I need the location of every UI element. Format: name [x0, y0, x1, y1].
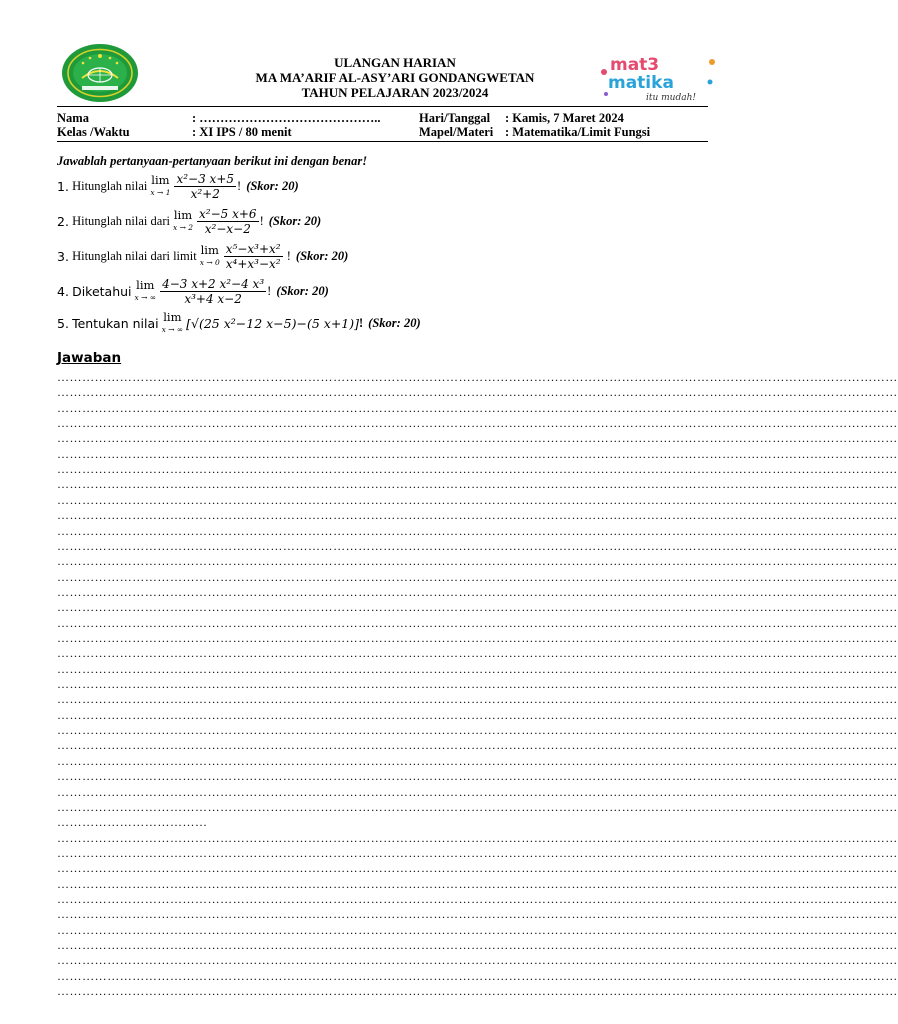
- kelas-label: Kelas /Waktu: [57, 125, 130, 139]
- numerator: x²−5 x+6: [199, 206, 257, 221]
- answer-line[interactable]: …………………………………………………………………………………………………………………………………………………………………………………: [57, 968, 898, 983]
- limit-operator: lim x → 2: [172, 207, 194, 232]
- score: (Skor: 20): [295, 248, 349, 263]
- score: (Skor: 20): [368, 315, 421, 330]
- answer-line[interactable]: …………………………………………………………………………………………………………………………………………………………………………………: [57, 769, 898, 784]
- numerator: x²−3 x+5: [176, 171, 235, 186]
- question-number: 2.: [57, 213, 69, 229]
- question-number: 4.: [57, 283, 69, 299]
- instruction: Jawablah pertanyaan-pertanyaan berikut ini dengan benar!: [57, 154, 368, 168]
- answer-line[interactable]: …………………………………………………………………………………………………………………………………………………………………………………: [57, 584, 898, 599]
- answer-line[interactable]: …………………………………………………………………………………………………………………………………………………………………………………: [57, 431, 898, 446]
- answer-line[interactable]: …………………………………………………………………………………………………………………………………………………………………………………: [57, 446, 898, 461]
- nama-value: : ……………………………………..: [192, 111, 381, 125]
- answer-line[interactable]: …………………………………………………………………………………………………………………………………………………………………………………: [57, 707, 898, 722]
- score: (Skor: 20): [246, 178, 299, 193]
- answer-line[interactable]: …………………………………………………………………………………………………………………………………………………………………………………: [57, 462, 898, 477]
- answer-line[interactable]: …………………………………………………………………………………………………………………………………………………………………………………: [57, 876, 898, 891]
- question-5: 5. Tentukan nilai lim x → ∞ [√(25 x²−12 x−5)−(5 x+1)] ! (Skor: 20): [57, 309, 421, 334]
- answer-line[interactable]: …………………………………………………………………………………………………………………………………………………………………………………: [57, 953, 898, 968]
- score: (Skor: 20): [276, 283, 329, 298]
- limit-expression: [√(25 x²−12 x−5)−(5 x+1)]: [186, 315, 359, 331]
- answer-line[interactable]: …………………………………………………………………………………………………………………………………………………………………………………: [57, 477, 898, 492]
- limit-operator: lim x → 1: [150, 172, 171, 197]
- fraction: [174, 172, 236, 201]
- answer-title: Jawaban: [57, 350, 122, 366]
- answer-line[interactable]: …………………………………………………………………………………………………………………………………………………………………………………: [57, 569, 898, 584]
- answer-line[interactable]: …………………………………………………………………………………………………………………………………………………………………………………: [57, 723, 898, 737]
- answer-line[interactable]: …………………………………………………………………………………………………………………………………………………………………………………: [57, 661, 898, 676]
- question-text: Hitunglah nilai dari: [72, 213, 170, 228]
- answer-line[interactable]: …………………………………………………………………………………………………………………………………………………………………………………: [57, 937, 898, 952]
- info-divider: [57, 141, 708, 142]
- denominator: x²−x−2: [204, 221, 251, 236]
- hari-value: : Kamis, 7 Maret 2024: [505, 111, 624, 125]
- fraction: [197, 207, 259, 236]
- hari-label: Hari/Tanggal: [419, 111, 491, 125]
- numerator: x⁵−x³+x²: [225, 241, 281, 256]
- answer-line[interactable]: …………………………………………………………………………………………………………………………………………………………………………………: [57, 861, 898, 876]
- answer-line[interactable]: …………………………………………………………………………………………………………………………………………………………………………………: [57, 508, 898, 523]
- answer-line[interactable]: …………………………………………………………………………………………………………………………………………………………………………………: [57, 385, 898, 400]
- kelas-value: : XI IPS / 80 menit: [192, 125, 292, 139]
- question-text: Tentukan nilai: [72, 315, 159, 331]
- answer-line[interactable]: …………………………………………………………………………………………………………………………………………………………………………………: [57, 538, 898, 553]
- answer-line[interactable]: …………………………………………………………………………………………………………………………………………………………………………………: [57, 400, 898, 415]
- answer-line[interactable]: …………………………………………………………………………………………………………………………………………………………………………………: [57, 646, 898, 661]
- answer-line[interactable]: …………………………………………………………………………………………………………………………………………………………………………………: [57, 922, 898, 937]
- brand-tagline: itu mudah!: [646, 93, 697, 103]
- answer-line[interactable]: …………………………………………………………………………………………………………………………………………………………………………………: [57, 416, 898, 431]
- answer-line[interactable]: …………………………………………………………………………………………………………………………………………………………………………………: [57, 631, 898, 645]
- answer-line[interactable]: …………………………………………………………………………………………………………………………………………………………………………………: [57, 799, 898, 814]
- answer-line[interactable]: …………………………………………………………………………………………………………………………………………………………………………………: [57, 554, 898, 569]
- denominator: x⁴+x³−x²: [225, 256, 281, 271]
- answer-line[interactable]: …………………………………………………………………………………………………………………………………………………………………………………: [57, 830, 898, 845]
- limit-operator: lim x → 0: [199, 242, 220, 267]
- school-name: MA MA’ARIF AL-ASY’ARI GONDANGWETAN: [255, 70, 535, 85]
- question-4: 4. Diketahui lim x → ∞ $\frac{\text{4−3 x+2 x²−4 x³}}{\text{x³+4 x−2}}$ ! (Skor: 20): [57, 276, 329, 306]
- answer-line[interactable]: …………………………………………………………………………………………………………………………………………………………………………………: [57, 845, 898, 860]
- exam-title: ULANGAN HARIAN: [334, 55, 456, 70]
- score: (Skor: 20): [268, 213, 322, 228]
- question-number: 5.: [57, 315, 69, 331]
- answer-line[interactable]: …………………………………………………………………………………………………………………………………………………………………………………: [57, 784, 898, 799]
- answer-line[interactable]: …………………………………………………………………………………………………………………………………………………………………………………: [57, 492, 898, 507]
- limit-operator: lim x → ∞: [161, 309, 184, 334]
- nama-label: Nama: [57, 111, 89, 125]
- school-logo: [60, 42, 140, 104]
- brand-line2: matika: [608, 73, 674, 93]
- answer-line[interactable]: …………………………………………………………………………………………………………………………………………………………………………………: [57, 370, 898, 384]
- answer-line[interactable]: …………………………………………………………………………………………………………………………………………………………………………………: [57, 600, 898, 615]
- question-number: 3.: [57, 248, 69, 264]
- answer-line[interactable]: …………………………………………………………………………………………………………………………………………………………………………………: [57, 615, 898, 630]
- matematika-logo: [598, 48, 718, 104]
- header-divider: [57, 106, 708, 107]
- answer-line[interactable]: …………………………………………………………………………………………………………………………………………………………………………………: [57, 907, 898, 922]
- question-number: 1.: [57, 178, 69, 194]
- mapel-label: Mapel/Materi: [419, 125, 494, 139]
- answer-line[interactable]: …………………………………………………………………………………………………………………………………………………………………………………: [57, 692, 898, 707]
- denominator: x³+4 x−2: [184, 291, 242, 306]
- answer-line[interactable]: …………………………………………………………………………………………………………………………………………………………………………………: [57, 523, 898, 538]
- denominator: x²+2: [190, 186, 220, 201]
- answer-line[interactable]: …………………………………………………………………………………………………………………………………………………………………………………: [57, 677, 898, 691]
- question-2: 2. Hitunglah nilai dari lim x → 2 $\frac{\text{x²−5 x+6}}{\text{x²−x−2}}$ ! (Skor: 20): [57, 206, 322, 236]
- answer-line[interactable]: …………………………………………………………………………………………………………………………………………………………………………………: [57, 891, 898, 906]
- question-text: Diketahui: [72, 283, 132, 299]
- question-1: 1. Hitunglah nilai lim x → 1 $\frac{\text{x²−3 x+5}}{\text{x²+2}}$ ! (Skor: 20): [57, 171, 299, 201]
- answer-line[interactable]: ………………………………: [57, 815, 208, 830]
- answer-line[interactable]: …………………………………………………………………………………………………………………………………………………………………………………: [57, 984, 898, 998]
- fraction: [224, 242, 283, 271]
- answer-line[interactable]: …………………………………………………………………………………………………………………………………………………………………………………: [57, 753, 898, 768]
- academic-year: TAHUN PELAJARAN 2023/2024: [301, 85, 489, 100]
- brand-line1: mat3: [610, 55, 660, 75]
- question-text: Hitunglah nilai: [72, 178, 148, 193]
- limit-operator: lim x → ∞: [134, 277, 157, 302]
- mapel-value: : Matematika/Limit Fungsi: [505, 125, 651, 139]
- answer-line[interactable]: …………………………………………………………………………………………………………………………………………………………………………………: [57, 738, 898, 753]
- fraction: [160, 277, 266, 306]
- numerator: 4−3 x+2 x²−4 x³: [162, 276, 265, 291]
- question-3: 3. Hitunglah nilai dari limit lim x → 0 $\frac{\text{x⁵−x³+x²}}{\text{x⁴+x³−x²}}$ ! (Skor: 20): [57, 241, 349, 271]
- question-text: Hitunglah nilai dari limit: [72, 248, 197, 263]
